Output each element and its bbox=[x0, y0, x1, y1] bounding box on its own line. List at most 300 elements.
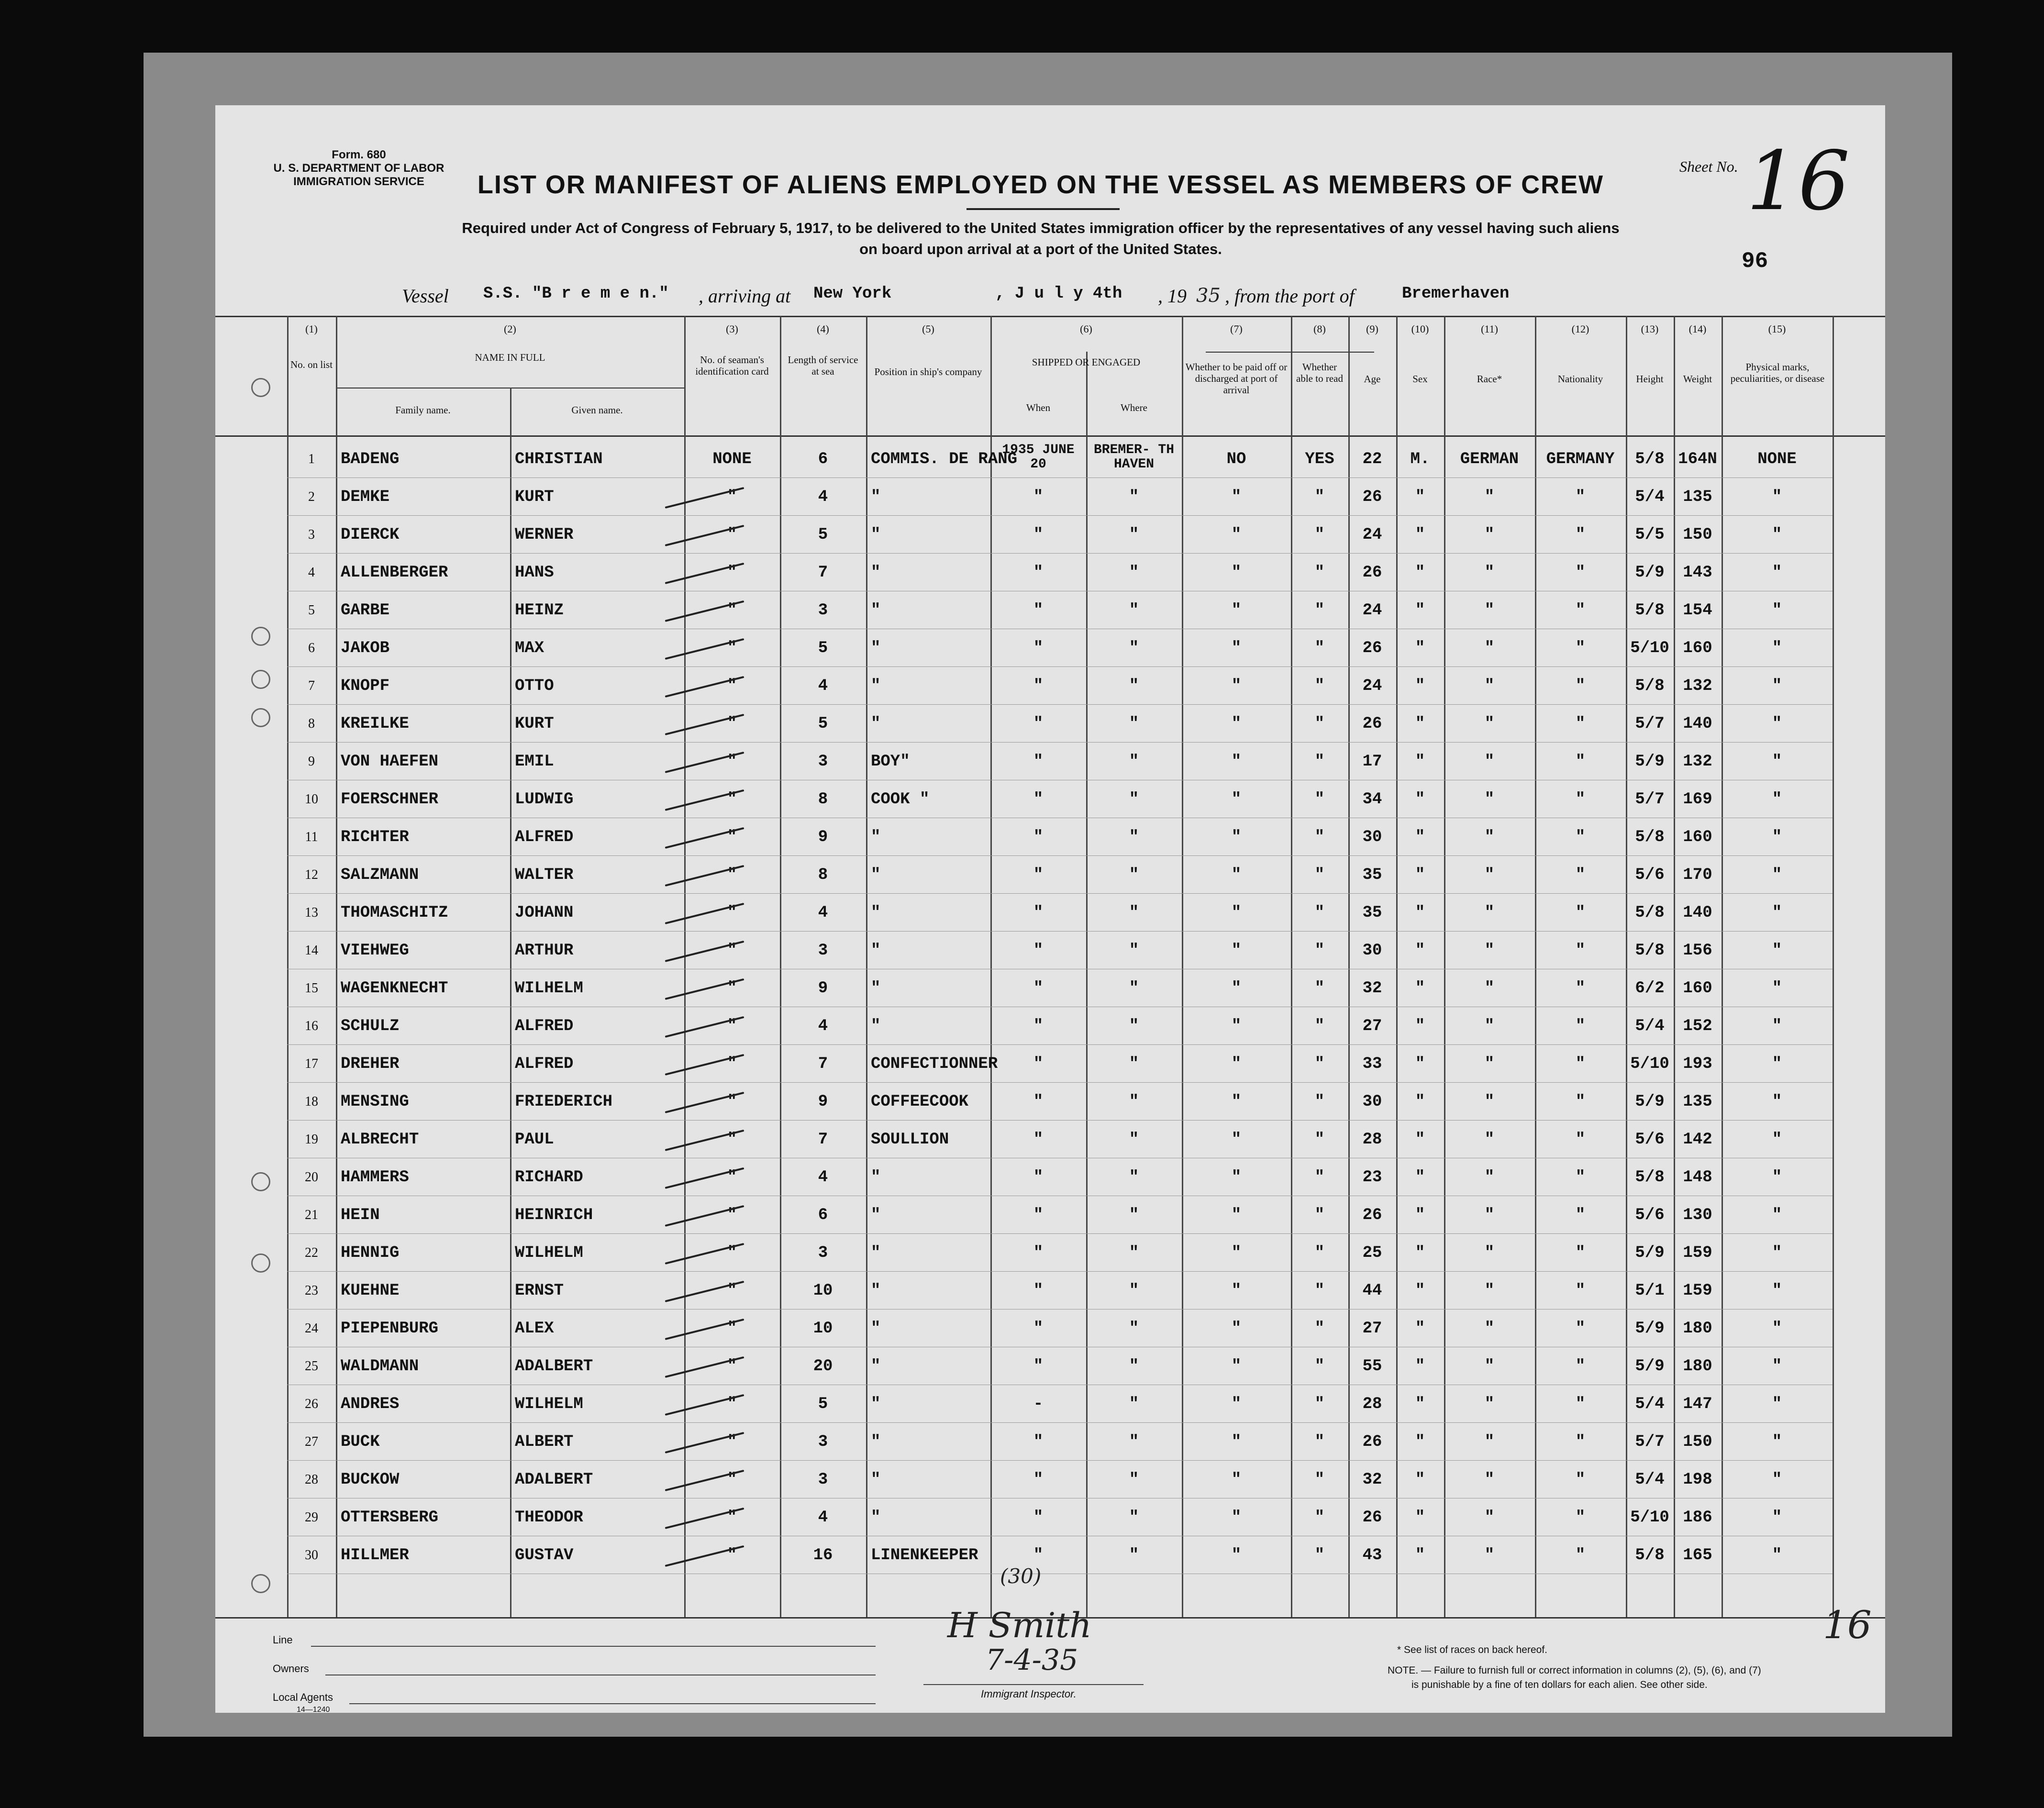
cell-nationality: " bbox=[1575, 1509, 1586, 1527]
year-suffix: 35 bbox=[1196, 285, 1221, 307]
cell-position: " bbox=[871, 1357, 881, 1375]
cell-height: 6/2 bbox=[1635, 979, 1665, 998]
cell-weight: 160 bbox=[1683, 639, 1712, 657]
service-name: IMMIGRATION SERVICE bbox=[293, 175, 424, 188]
cell-when: " bbox=[1033, 753, 1044, 771]
owners-label: Owners bbox=[273, 1663, 309, 1675]
cell-age: 28 bbox=[1362, 1131, 1382, 1149]
title-underline bbox=[966, 208, 1120, 210]
cell-height: 5/8 bbox=[1635, 677, 1665, 695]
cell-length-service: 9 bbox=[818, 1093, 828, 1111]
cell-position: " bbox=[871, 866, 881, 884]
cell-position: " bbox=[871, 1320, 881, 1338]
cell-weight: 169 bbox=[1683, 790, 1712, 809]
cell-family-name: BUCK bbox=[341, 1433, 380, 1451]
cell-age: 35 bbox=[1362, 866, 1382, 884]
cell-nationality: " bbox=[1575, 942, 1586, 960]
cell-sex: " bbox=[1415, 715, 1425, 733]
header-height: Height bbox=[1636, 373, 1664, 385]
header-shipped-engaged: SHIPPED OR ENGAGED bbox=[1032, 356, 1141, 368]
cell-nationality: " bbox=[1575, 1433, 1586, 1451]
cell-length-service: 3 bbox=[818, 1244, 828, 1262]
cell-race: " bbox=[1484, 866, 1495, 884]
cell-length-service: 9 bbox=[818, 979, 828, 998]
cell-length-service: 3 bbox=[818, 601, 828, 620]
cell-race: " bbox=[1484, 828, 1495, 846]
cell-position: COMMIS. DE RANG bbox=[871, 450, 1018, 468]
cell-sex: M. bbox=[1410, 450, 1430, 468]
cell-able-to-read: " bbox=[1314, 639, 1325, 657]
row-rule bbox=[287, 553, 1833, 554]
cell-position: " bbox=[871, 1017, 881, 1035]
cell-where: " bbox=[1129, 1320, 1139, 1338]
manifest-sheet bbox=[215, 105, 1885, 1713]
table-row bbox=[215, 790, 1885, 827]
cell-where: " bbox=[1129, 1244, 1139, 1262]
cell-length-service: 9 bbox=[818, 828, 828, 846]
cell-sex: " bbox=[1415, 1509, 1425, 1527]
cell-sex: " bbox=[1415, 904, 1425, 922]
cell-age: 26 bbox=[1362, 564, 1382, 582]
cell-length-service: 5 bbox=[818, 526, 828, 544]
cell-paid-off: " bbox=[1231, 1131, 1242, 1149]
table-row bbox=[215, 1470, 1885, 1508]
cell-paid-off: " bbox=[1231, 488, 1242, 506]
cell-family-name: KNOPF bbox=[341, 677, 390, 695]
cell-race: " bbox=[1484, 601, 1495, 620]
cell-age: 28 bbox=[1362, 1395, 1382, 1413]
sheet-number-label: Sheet No. bbox=[1679, 158, 1738, 175]
header-nationality: Nationality bbox=[1557, 373, 1603, 385]
cell-weight: 193 bbox=[1683, 1055, 1712, 1073]
cell-nationality: " bbox=[1575, 1093, 1586, 1111]
cell-age: 32 bbox=[1362, 979, 1382, 998]
cell-paid-off: " bbox=[1231, 601, 1242, 620]
subtitle bbox=[407, 218, 1675, 260]
cell-when: " bbox=[1033, 942, 1044, 960]
cell-family-name: VON HAEFEN bbox=[341, 753, 439, 771]
cell-sex: " bbox=[1415, 564, 1425, 582]
cell-height: 5/7 bbox=[1635, 1433, 1665, 1451]
header-position: Position in ship's company bbox=[874, 366, 982, 377]
cell-when: " bbox=[1033, 639, 1044, 657]
arriving-label: , arriving at bbox=[699, 285, 791, 307]
cell-family-name: HEIN bbox=[341, 1206, 380, 1224]
header-seaman-id: No. of seaman's identification card bbox=[695, 354, 769, 377]
cell-sex: " bbox=[1415, 1168, 1425, 1187]
table-row bbox=[215, 525, 1885, 563]
cell-paid-off: " bbox=[1231, 1471, 1242, 1489]
row-rule bbox=[287, 1460, 1833, 1461]
cell-able-to-read: " bbox=[1314, 1017, 1325, 1035]
cell-seaman-id: " bbox=[727, 753, 737, 771]
cell-height: 5/9 bbox=[1635, 564, 1665, 582]
cell-weight: 135 bbox=[1683, 1093, 1712, 1111]
cell-nationality: " bbox=[1575, 601, 1586, 620]
row-rule bbox=[287, 1044, 1833, 1045]
table-row bbox=[215, 1243, 1885, 1281]
cell-length-service: 20 bbox=[813, 1357, 833, 1375]
cell-physical-marks: " bbox=[1772, 1471, 1782, 1489]
cell-where: " bbox=[1129, 1282, 1139, 1300]
from-port-label: , from the port of bbox=[1225, 285, 1355, 307]
agents-code: 14—1240 bbox=[297, 1706, 330, 1714]
cell-when: " bbox=[1033, 564, 1044, 582]
cell-seaman-id: NONE bbox=[712, 450, 752, 468]
table-row bbox=[215, 1054, 1885, 1092]
cell-nationality: GERMANY bbox=[1546, 450, 1615, 468]
cell-seaman-id: " bbox=[727, 1017, 737, 1035]
col-number-11: (11) bbox=[1481, 323, 1498, 335]
cell-sex: " bbox=[1415, 1244, 1425, 1262]
inspector-date: 7-4-35 bbox=[986, 1643, 1078, 1677]
cell-paid-off: " bbox=[1231, 979, 1242, 998]
cell-where: " bbox=[1129, 942, 1139, 960]
cell-family-name: FOERSCHNER bbox=[341, 790, 439, 809]
race-note: * See list of races on back hereof. bbox=[1397, 1644, 1548, 1655]
cell-where: " bbox=[1129, 904, 1139, 922]
cell-nationality: " bbox=[1575, 1357, 1586, 1375]
cell-when: " bbox=[1033, 677, 1044, 695]
cell-position: " bbox=[871, 828, 881, 846]
cell-when: " bbox=[1033, 1055, 1044, 1073]
cell-height: 5/8 bbox=[1635, 601, 1665, 620]
cell-sex: " bbox=[1415, 1282, 1425, 1300]
cell-weight: 186 bbox=[1683, 1509, 1712, 1527]
cell-weight: 132 bbox=[1683, 677, 1712, 695]
cell-height: 5/5 bbox=[1635, 526, 1665, 544]
cell-where: " bbox=[1129, 1395, 1139, 1413]
cell-where: " bbox=[1129, 1471, 1139, 1489]
cell-when: " bbox=[1033, 1546, 1044, 1564]
header-name-in-full: NAME IN FULL bbox=[475, 352, 545, 363]
cell-sex: " bbox=[1415, 677, 1425, 695]
cell-no: 27 bbox=[305, 1434, 318, 1449]
cell-seaman-id: " bbox=[727, 828, 737, 846]
punch-hole bbox=[251, 378, 270, 397]
cell-seaman-id: " bbox=[727, 1206, 737, 1224]
cell-age: 44 bbox=[1362, 1282, 1382, 1300]
cell-height: 5/8 bbox=[1635, 1546, 1665, 1564]
cell-able-to-read: " bbox=[1314, 488, 1325, 506]
cell-no: 15 bbox=[305, 981, 318, 996]
cell-sex: " bbox=[1415, 1131, 1425, 1149]
cell-able-to-read: " bbox=[1314, 866, 1325, 884]
cell-paid-off: " bbox=[1231, 639, 1242, 657]
cell-family-name: SALZMANN bbox=[341, 866, 419, 884]
cell-age: 33 bbox=[1362, 1055, 1382, 1073]
table-row bbox=[215, 714, 1885, 752]
cell-age: 30 bbox=[1362, 942, 1382, 960]
cell-position: " bbox=[871, 942, 881, 960]
cell-given-name: CHRISTIAN bbox=[515, 450, 603, 468]
table-row bbox=[215, 1357, 1885, 1394]
cell-seaman-id: " bbox=[727, 942, 737, 960]
cell-sex: " bbox=[1415, 639, 1425, 657]
cell-able-to-read: " bbox=[1314, 790, 1325, 809]
cell-given-name: EMIL bbox=[515, 753, 554, 771]
row-rule bbox=[287, 666, 1833, 667]
cell-physical-marks: " bbox=[1772, 1546, 1782, 1564]
cell-sex: " bbox=[1415, 1017, 1425, 1035]
cell-age: 43 bbox=[1362, 1546, 1382, 1564]
cell-length-service: 7 bbox=[818, 1131, 828, 1149]
cell-weight: 156 bbox=[1683, 942, 1712, 960]
cell-paid-off: " bbox=[1231, 564, 1242, 582]
cell-age: 27 bbox=[1362, 1017, 1382, 1035]
cell-length-service: 5 bbox=[818, 715, 828, 733]
cell-length-service: 4 bbox=[818, 904, 828, 922]
cell-seaman-id: " bbox=[727, 979, 737, 998]
cell-family-name: SCHULZ bbox=[341, 1017, 400, 1035]
cell-height: 5/1 bbox=[1635, 1282, 1665, 1300]
cell-given-name: HEINZ bbox=[515, 601, 564, 620]
cell-where: " bbox=[1129, 1206, 1139, 1224]
cell-where: " bbox=[1129, 979, 1139, 998]
col-number-6: (6) bbox=[1080, 323, 1092, 335]
cell-when: " bbox=[1033, 1471, 1044, 1489]
cell-position: " bbox=[871, 1509, 881, 1527]
subtitle-line-1: Required under Act of Congress of February 5, 1917, to be delivered to the United States immigration officer by the representatives of any vessel having such aliens bbox=[462, 220, 1620, 236]
cell-given-name: ALFRED bbox=[515, 828, 574, 846]
cell-race: " bbox=[1484, 904, 1495, 922]
page-title: LIST OR MANIFEST OF ALIENS EMPLOYED ON THE VESSEL AS MEMBERS OF CREW bbox=[477, 170, 1604, 199]
cell-age: 26 bbox=[1362, 488, 1382, 506]
cell-age: 22 bbox=[1362, 450, 1382, 468]
cell-where: " bbox=[1129, 1509, 1139, 1527]
cell-sex: " bbox=[1415, 1093, 1425, 1111]
cell-paid-off: " bbox=[1231, 753, 1242, 771]
cell-nationality: " bbox=[1575, 904, 1586, 922]
cell-where: " bbox=[1129, 1055, 1139, 1073]
cell-paid-off: " bbox=[1231, 828, 1242, 846]
cell-weight: 143 bbox=[1683, 564, 1712, 582]
cell-paid-off: " bbox=[1231, 715, 1242, 733]
cell-height: 5/8 bbox=[1635, 942, 1665, 960]
cell-able-to-read: " bbox=[1314, 564, 1325, 582]
cell-weight: 152 bbox=[1683, 1017, 1712, 1035]
cell-able-to-read: " bbox=[1314, 1282, 1325, 1300]
cell-given-name: ALBERT bbox=[515, 1433, 574, 1451]
cell-no: 25 bbox=[305, 1359, 318, 1374]
cell-age: 17 bbox=[1362, 753, 1382, 771]
row-rule bbox=[287, 704, 1833, 705]
inspector-signature: H Smith bbox=[947, 1605, 1092, 1645]
cell-when: - bbox=[1033, 1395, 1044, 1413]
cell-able-to-read: " bbox=[1314, 1244, 1325, 1262]
cell-physical-marks: " bbox=[1772, 904, 1782, 922]
cell-no: 7 bbox=[308, 678, 315, 693]
vessel-name: S.S. "B r e m e n." bbox=[483, 285, 669, 303]
cell-physical-marks: " bbox=[1772, 1395, 1782, 1413]
cell-family-name: PIEPENBURG bbox=[341, 1320, 439, 1338]
cell-seaman-id: " bbox=[727, 715, 737, 733]
line-field bbox=[311, 1646, 876, 1647]
cell-weight: 130 bbox=[1683, 1206, 1712, 1224]
cell-where: " bbox=[1129, 1546, 1139, 1564]
cell-weight: 159 bbox=[1683, 1244, 1712, 1262]
cell-when: 1935 JUNE 20 bbox=[1002, 443, 1075, 472]
cell-race: " bbox=[1484, 1320, 1495, 1338]
cell-where: " bbox=[1129, 828, 1139, 846]
sheet-number-handwritten: 16 bbox=[1746, 134, 1850, 229]
cell-position: " bbox=[871, 1206, 881, 1224]
cell-race: " bbox=[1484, 1017, 1495, 1035]
departure-port: Bremerhaven bbox=[1402, 285, 1510, 303]
cell-physical-marks: " bbox=[1772, 1357, 1782, 1375]
cell-physical-marks: " bbox=[1772, 1093, 1782, 1111]
table-row bbox=[215, 828, 1885, 865]
cell-weight: 165 bbox=[1683, 1546, 1712, 1564]
cell-sex: " bbox=[1415, 979, 1425, 998]
cell-seaman-id: " bbox=[727, 1546, 737, 1564]
table-row bbox=[215, 1319, 1885, 1356]
table-row bbox=[215, 1206, 1885, 1243]
cell-physical-marks: " bbox=[1772, 1433, 1782, 1451]
cell-weight: 132 bbox=[1683, 753, 1712, 771]
cell-paid-off: NO bbox=[1226, 450, 1246, 468]
col-number-5: (5) bbox=[922, 323, 934, 335]
cell-given-name: ALFRED bbox=[515, 1017, 574, 1035]
cell-seaman-id: " bbox=[727, 1433, 737, 1451]
table-row bbox=[215, 601, 1885, 638]
cell-when: " bbox=[1033, 1206, 1044, 1224]
cell-paid-off: " bbox=[1231, 904, 1242, 922]
cell-race: " bbox=[1484, 1546, 1495, 1564]
header-where: Where bbox=[1121, 402, 1147, 413]
cell-family-name: ALLENBERGER bbox=[341, 564, 448, 582]
cell-family-name: DIERCK bbox=[341, 526, 400, 544]
col-number-2: (2) bbox=[504, 323, 516, 335]
cell-where: " bbox=[1129, 564, 1139, 582]
table-row bbox=[215, 1432, 1885, 1470]
cell-paid-off: " bbox=[1231, 866, 1242, 884]
cell-seaman-id: " bbox=[727, 1244, 737, 1262]
cell-seaman-id: " bbox=[727, 1282, 737, 1300]
table-row bbox=[215, 1092, 1885, 1130]
cell-seaman-id: " bbox=[727, 677, 737, 695]
cell-paid-off: " bbox=[1231, 1168, 1242, 1187]
cell-no: 11 bbox=[305, 830, 318, 844]
cell-no: 21 bbox=[305, 1208, 318, 1222]
table-row bbox=[215, 1130, 1885, 1167]
cell-given-name: WILHELM bbox=[515, 979, 583, 998]
cell-seaman-id: " bbox=[727, 526, 737, 544]
cell-length-service: 7 bbox=[818, 564, 828, 582]
cell-height: 5/10 bbox=[1630, 1509, 1669, 1527]
cell-race: " bbox=[1484, 564, 1495, 582]
cell-height: 5/6 bbox=[1635, 1131, 1665, 1149]
cell-no: 20 bbox=[305, 1170, 318, 1185]
cell-when: " bbox=[1033, 601, 1044, 620]
cell-sex: " bbox=[1415, 753, 1425, 771]
cell-given-name: WALTER bbox=[515, 866, 574, 884]
cell-weight: 159 bbox=[1683, 1282, 1712, 1300]
cell-when: " bbox=[1033, 1168, 1044, 1187]
table-row bbox=[215, 488, 1885, 525]
cell-family-name: BUCKOW bbox=[341, 1471, 400, 1489]
cell-where: " bbox=[1129, 639, 1139, 657]
cell-able-to-read: " bbox=[1314, 1433, 1325, 1451]
department-name: U. S. DEPARTMENT OF LABOR bbox=[273, 162, 444, 175]
cell-position: " bbox=[871, 1471, 881, 1489]
cell-given-name: GUSTAV bbox=[515, 1546, 574, 1564]
cell-nationality: " bbox=[1575, 866, 1586, 884]
cell-race: " bbox=[1484, 677, 1495, 695]
cell-given-name: WILHELM bbox=[515, 1395, 583, 1413]
cell-nationality: " bbox=[1575, 1395, 1586, 1413]
cell-no: 29 bbox=[305, 1510, 318, 1525]
cell-paid-off: " bbox=[1231, 677, 1242, 695]
header-length-service: Length of service at sea bbox=[788, 354, 858, 377]
cell-family-name: VIEHWEG bbox=[341, 942, 409, 960]
cell-race: " bbox=[1484, 753, 1495, 771]
cell-paid-off: " bbox=[1231, 1244, 1242, 1262]
header-able-to-read: Whether able to read bbox=[1296, 361, 1343, 384]
cell-nationality: " bbox=[1575, 526, 1586, 544]
cell-family-name: OTTERSBERG bbox=[341, 1509, 439, 1527]
cell-race: GERMAN bbox=[1460, 450, 1519, 468]
row-rule bbox=[287, 931, 1833, 932]
cell-length-service: 4 bbox=[818, 1168, 828, 1187]
row-rule bbox=[287, 1271, 1833, 1272]
cell-sex: " bbox=[1415, 942, 1425, 960]
cell-height: 5/8 bbox=[1635, 450, 1665, 468]
cell-race: " bbox=[1484, 1055, 1495, 1073]
table-row bbox=[215, 1017, 1885, 1054]
cell-able-to-read: " bbox=[1314, 677, 1325, 695]
cell-nationality: " bbox=[1575, 1471, 1586, 1489]
cell-position: " bbox=[871, 979, 881, 998]
cell-when: " bbox=[1033, 488, 1044, 506]
cell-sex: " bbox=[1415, 1206, 1425, 1224]
sheet-code: 96 bbox=[1742, 249, 1768, 274]
cell-where: " bbox=[1129, 1131, 1139, 1149]
cell-family-name: GARBE bbox=[341, 601, 390, 620]
table-row bbox=[215, 563, 1885, 600]
cell-length-service: 8 bbox=[818, 790, 828, 809]
cell-where: " bbox=[1129, 1093, 1139, 1111]
cell-position: BOY" bbox=[871, 753, 910, 771]
cell-race: " bbox=[1484, 488, 1495, 506]
cell-given-name: ALEX bbox=[515, 1320, 554, 1338]
cell-position: " bbox=[871, 564, 881, 582]
cell-race: " bbox=[1484, 1244, 1495, 1262]
cell-given-name: MAX bbox=[515, 639, 544, 657]
cell-sex: " bbox=[1415, 526, 1425, 544]
cell-paid-off: " bbox=[1231, 790, 1242, 809]
cell-race: " bbox=[1484, 1206, 1495, 1224]
cell-physical-marks: " bbox=[1772, 1320, 1782, 1338]
row-rule bbox=[287, 477, 1833, 478]
cell-where: " bbox=[1129, 1168, 1139, 1187]
cell-length-service: 4 bbox=[818, 1509, 828, 1527]
punch-hole bbox=[251, 1253, 270, 1273]
cell-nationality: " bbox=[1575, 1282, 1586, 1300]
cell-weight: 140 bbox=[1683, 715, 1712, 733]
cell-sex: " bbox=[1415, 1055, 1425, 1073]
cell-given-name: ADALBERT bbox=[515, 1357, 593, 1375]
cell-position: " bbox=[871, 1168, 881, 1187]
cell-sex: " bbox=[1415, 1433, 1425, 1451]
cell-no: 4 bbox=[308, 565, 315, 580]
cell-weight: 147 bbox=[1683, 1395, 1712, 1413]
cell-physical-marks: NONE bbox=[1757, 450, 1797, 468]
cell-weight: 142 bbox=[1683, 1131, 1712, 1149]
cell-able-to-read: " bbox=[1314, 904, 1325, 922]
cell-no: 6 bbox=[308, 641, 315, 655]
cell-seaman-id: " bbox=[727, 1357, 737, 1375]
